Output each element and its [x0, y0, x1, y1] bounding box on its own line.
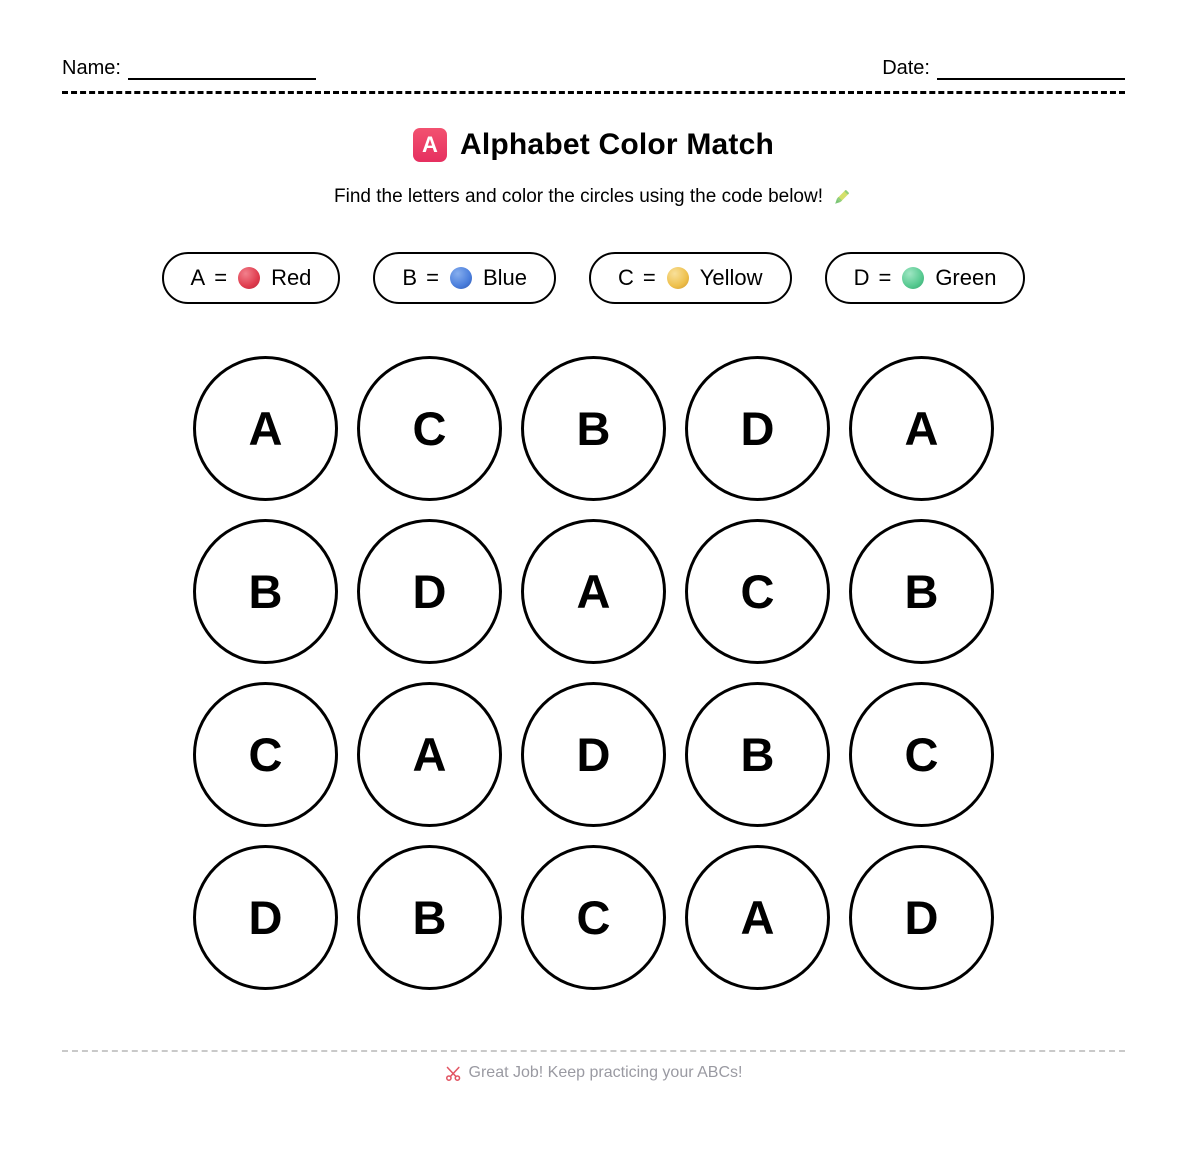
crayon-icon [831, 186, 853, 208]
circle-letter: C [412, 402, 447, 455]
legend-pill-b [373, 252, 556, 304]
letter-circle-r4c4 [685, 845, 830, 990]
header [62, 56, 1125, 80]
letter-circle-r3c3 [521, 682, 666, 827]
legend-letter: A [190, 265, 206, 290]
letter-circle-r4c3 [521, 845, 666, 990]
circle-letter: D [904, 891, 939, 944]
page-title [62, 128, 1125, 162]
blue-circle-icon [450, 267, 472, 289]
circle-letter: A [248, 402, 283, 455]
legend-equals: = [426, 265, 439, 290]
circle-letter: A [740, 891, 775, 944]
legend-letter: D [853, 265, 870, 290]
circle-letter: B [740, 728, 775, 781]
date-write-line [937, 56, 1125, 80]
footer-note [62, 1064, 1125, 1082]
letter-circle-r3c4 [685, 682, 830, 827]
page-title-text: Alphabet Color Match [459, 128, 774, 161]
letter-circle-r4c2 [357, 845, 502, 990]
legend-equals: = [642, 265, 656, 290]
circle-letter: D [412, 565, 447, 618]
legend-pill-a [162, 252, 341, 304]
name-label: Name: [62, 57, 121, 79]
circle-letter: C [248, 728, 283, 781]
letter-circle-r3c5 [849, 682, 994, 827]
letter-circle-r4c5 [849, 845, 994, 990]
legend-color-name: Yellow [699, 265, 763, 290]
bottom-dashed-divider [62, 1050, 1125, 1052]
letter-circle-r1c1 [193, 356, 338, 501]
green-circle-icon [902, 267, 924, 289]
legend-letter: B [402, 265, 418, 290]
legend-equals: = [878, 265, 892, 290]
letter-circle-r2c5 [849, 519, 994, 664]
color-code-legend [62, 252, 1125, 304]
letter-grid [62, 356, 1125, 990]
circle-letter: B [412, 891, 447, 944]
legend-pill-c [589, 252, 792, 304]
footer-text: Great Job! Keep practicing your ABCs! [468, 1064, 743, 1081]
circle-letter: A [576, 565, 611, 618]
circle-letter: D [740, 402, 775, 455]
instructions [62, 186, 1125, 208]
date-label: Date: [882, 57, 930, 79]
circle-letter: C [904, 728, 939, 781]
letter-circle-r2c2 [357, 519, 502, 664]
letter-circle-r1c4 [685, 356, 830, 501]
date-field [882, 56, 1125, 80]
letter-circle-r1c3 [521, 356, 666, 501]
letter-circle-r2c4 [685, 519, 830, 664]
legend-color-name: Blue [482, 265, 528, 290]
red-circle-icon [238, 267, 260, 289]
letter-circle-r2c1 [193, 519, 338, 664]
badge-letter: A [421, 132, 439, 157]
legend-color-name: Red [271, 265, 312, 290]
letter-circle-r4c1 [193, 845, 338, 990]
letter-circle-r2c3 [521, 519, 666, 664]
letter-a-badge-icon [413, 128, 447, 162]
name-field [62, 56, 316, 80]
legend-color-name: Green [935, 265, 997, 290]
circle-letter: C [576, 891, 611, 944]
circle-letter: A [412, 728, 447, 781]
legend-equals: = [214, 265, 228, 290]
letter-circle-r1c2 [357, 356, 502, 501]
letter-circle-r1c5 [849, 356, 994, 501]
circle-letter: A [904, 402, 939, 455]
yellow-circle-icon [667, 267, 689, 289]
circle-letter: C [740, 565, 775, 618]
name-write-line [128, 56, 316, 80]
top-dashed-divider [62, 91, 1125, 94]
letter-circle-r3c1 [193, 682, 338, 827]
scissors-icon [445, 1065, 462, 1082]
letter-circle-r3c2 [357, 682, 502, 827]
legend-letter: C [618, 265, 634, 290]
circle-letter: B [248, 565, 283, 618]
instructions-text: Find the letters and color the circles using the code below! [334, 186, 823, 207]
circle-letter: B [576, 402, 611, 455]
circle-letter: D [248, 891, 283, 944]
circle-letter: D [576, 728, 611, 781]
circle-letter: B [904, 565, 939, 618]
legend-pill-d [825, 252, 1026, 304]
